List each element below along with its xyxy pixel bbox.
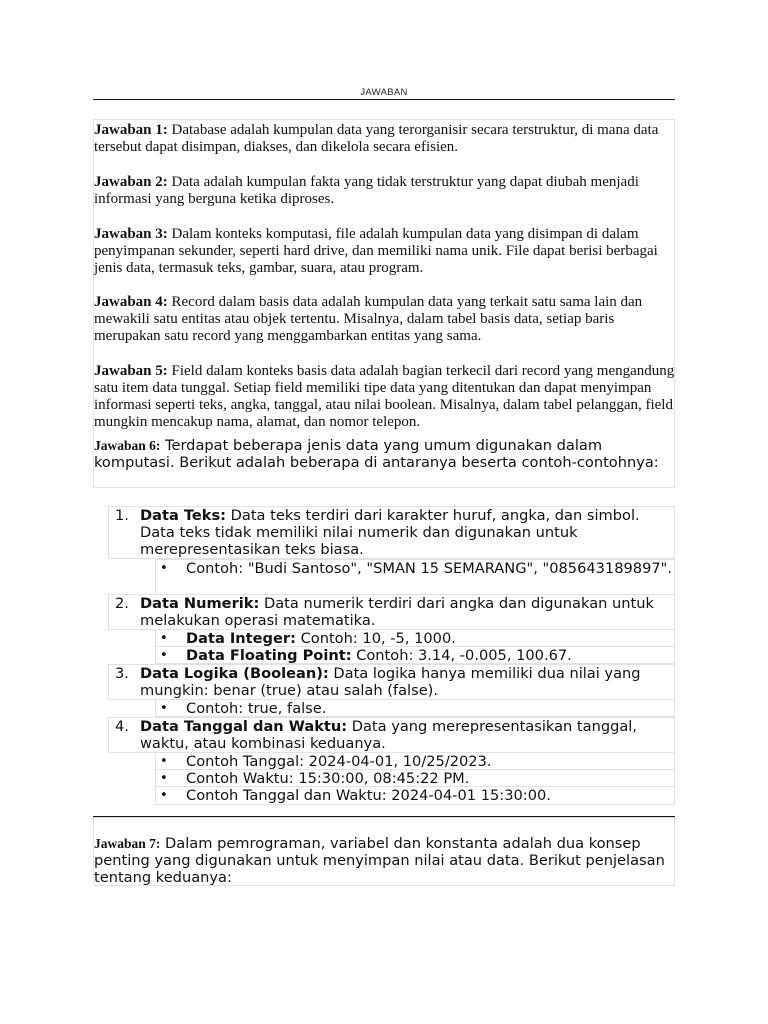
list-item-title: Data Logika (Boolean): [140,665,329,682]
answer-label: Jawaban 2: [94,174,168,190]
list-number: 2. [115,595,129,612]
list-item-data-tanggal-waktu [108,717,675,753]
answer-4 [94,294,676,345]
list-item-text [140,507,672,558]
bullet-text: Contoh Tanggal dan Waktu: 2024-04-01 15:30:00. [186,787,551,804]
list-number: 3. [115,665,129,682]
bullet-bold-label: Data Integer: [186,630,296,647]
list-item-title: Data Teks: [140,507,227,524]
answer-7-box [93,817,675,886]
answer-text: Dalam pemrograman, variabel dan konstanta adalah dua konsep penting yang digunakan untuk menyimpan nilai atau data. Berikut penjelasan tentang keduanya: [94,835,665,886]
bullet-text [186,647,672,664]
bullet-item [155,699,675,717]
answer-7 [94,835,676,886]
answer-5 [94,363,676,431]
list-number: 4. [115,718,129,735]
answer-text: Dalam konteks komputasi, file adalah kumpulan data yang disimpan di dalam penyimpanan sekunder, seperti hard drive, dan memiliki nama unik. File dapat berisi berbagai jenis data, termasuk teks, gambar, suara, atau program. [94,226,658,276]
answer-text: Record dalam basis data adalah kumpulan data yang terkait satu sama lain dan mewakili satu entitas atau objek tertentu. Misalnya, dalam tabel basis data, setiap baris merupakan satu record yang menggambarkan entitas yang sama. [94,294,643,344]
list-number: 1. [115,507,129,524]
list-item-title: Data Numerik: [140,595,260,612]
answer-label: Jawaban 4: [94,294,168,310]
bullet-icon: • [160,648,168,663]
list-item-text [140,595,672,629]
bullet-icon: • [160,788,168,803]
list-item-data-logika [108,664,675,700]
bullet-icon: • [160,754,168,769]
list-item-desc: Data yang merepresentasikan tanggal, waktu, atau kombinasi keduanya. [140,718,637,752]
answers-box [93,119,675,488]
bullet-icon: • [160,561,168,576]
list-item-desc: Data teks terdiri dari karakter huruf, angka, dan simbol. Data teks tidak memiliki nilai numerik dan digunakan untuk merepresentasikan teks biasa. [140,507,640,558]
answer-6 [94,437,676,471]
bullet-bold-label: Data Floating Point: [186,647,352,664]
list-item-text [140,665,672,699]
bullet-text: Contoh: "Budi Santoso", "SMAN 15 SEMARANG", "085643189897". [186,560,672,577]
bullet-icon: • [160,631,168,646]
bullet-text: Contoh Waktu: 15:30:00, 08:45:22 PM. [186,770,470,787]
header-divider [93,99,675,100]
answer-2 [94,174,676,208]
answer-3 [94,226,676,277]
answer-label: Jawaban 6: [94,438,161,453]
bullet-item [155,559,675,595]
list-item-text [140,718,672,752]
answer-label: Jawaban 7: [94,836,161,851]
page-header-title: JAWABAN [360,87,408,98]
bullet-item [155,786,675,805]
answer-label: Jawaban 1: [94,122,168,138]
answer-text: Terdapat beberapa jenis data yang umum digunakan dalam komputasi. Berikut adalah beberapa di antaranya beserta contoh-contohnya: [94,437,659,471]
answer-label: Jawaban 5: [94,363,168,379]
list-item-data-teks [108,506,675,559]
answer-label: Jawaban 3: [94,226,168,242]
answer-text: Database adalah kumpulan data yang terorganisir secara terstruktur, di mana data tersebut dapat disimpan, diakses, dan dikelola secara efisien. [94,122,659,155]
bullet-icon: • [160,771,168,786]
bullet-item [155,752,675,770]
list-item-desc: Data numerik terdiri dari angka dan digunakan untuk melakukan operasi matematika. [140,595,654,629]
bullet-text [186,630,672,647]
answer-1 [94,122,676,156]
list-item-desc: Data logika hanya memiliki dua nilai yang mungkin: benar (true) atau salah (false). [140,665,641,699]
list-item-title: Data Tanggal dan Waktu: [140,718,348,735]
bullet-value: Contoh: 10, -5, 1000. [295,630,456,647]
bullet-item [155,629,675,647]
bullet-icon: • [160,701,168,716]
list-item-data-numerik [108,594,675,630]
answer-text: Field dalam konteks basis data adalah bagian terkecil dari record yang mengandung satu item data tunggal. Setiap field memiliki tipe data yang ditentukan dan dapat menyimpan informasi seperti teks, angka, tanggal, atau nilai boolean. Misalnya, dalam tabel pelanggan, field mungkin mencakup nama, alamat, dan nomor telepon. [94,363,675,430]
bullet-item [155,769,675,787]
bullet-value: Contoh: 3.14, -0.005, 100.67. [351,647,572,664]
bullet-text: Contoh Tanggal: 2024-04-01, 10/25/2023. [186,753,492,770]
bullet-text: Contoh: true, false. [186,700,327,717]
answer-text: Data adalah kumpulan fakta yang tidak terstruktur yang dapat diubah menjadi informasi yang berguna ketika diproses. [94,174,639,207]
bullet-item [155,646,675,664]
